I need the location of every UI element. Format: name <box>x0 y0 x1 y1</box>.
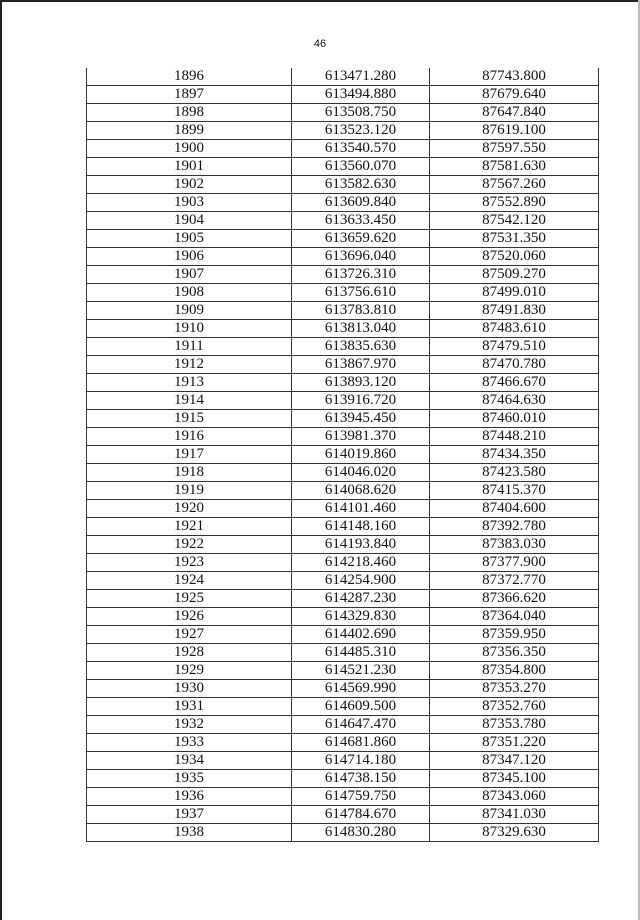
table-row <box>87 626 599 644</box>
x-coordinate-cell: 614759.750 <box>292 788 430 806</box>
scan-border-left <box>0 0 2 920</box>
y-coordinate-cell: 87466.670 <box>430 374 599 392</box>
point-number-cell: 1922 <box>87 536 292 554</box>
x-coordinate-cell: 613494.880 <box>292 86 430 104</box>
point-number-cell: 1916 <box>87 428 292 446</box>
x-coordinate-cell: 613867.970 <box>292 356 430 374</box>
x-coordinate-cell: 614830.280 <box>292 824 430 842</box>
y-coordinate-cell: 87434.350 <box>430 446 599 464</box>
table-row <box>87 104 599 122</box>
table-row <box>87 554 599 572</box>
table-row <box>87 500 599 518</box>
point-number-cell: 1925 <box>87 590 292 608</box>
y-coordinate-cell: 87347.120 <box>430 752 599 770</box>
table-row <box>87 230 599 248</box>
point-number-cell: 1934 <box>87 752 292 770</box>
x-coordinate-cell: 613659.620 <box>292 230 430 248</box>
y-coordinate-cell: 87460.010 <box>430 410 599 428</box>
point-number-cell: 1926 <box>87 608 292 626</box>
x-coordinate-cell: 613471.280 <box>292 68 430 86</box>
x-coordinate-cell: 614193.840 <box>292 536 430 554</box>
table-row <box>87 788 599 806</box>
table-row <box>87 338 599 356</box>
y-coordinate-cell: 87372.770 <box>430 572 599 590</box>
y-coordinate-cell: 87743.800 <box>430 68 599 86</box>
point-number-cell: 1917 <box>87 446 292 464</box>
y-coordinate-cell: 87619.100 <box>430 122 599 140</box>
table-row <box>87 86 599 104</box>
y-coordinate-cell: 87520.060 <box>430 248 599 266</box>
x-coordinate-cell: 614402.690 <box>292 626 430 644</box>
table-row <box>87 644 599 662</box>
table-row <box>87 518 599 536</box>
point-number-cell: 1933 <box>87 734 292 752</box>
y-coordinate-cell: 87509.270 <box>430 266 599 284</box>
point-number-cell: 1903 <box>87 194 292 212</box>
table-row <box>87 266 599 284</box>
x-coordinate-cell: 614254.900 <box>292 572 430 590</box>
x-coordinate-cell: 614101.460 <box>292 500 430 518</box>
table-row <box>87 770 599 788</box>
point-number-cell: 1928 <box>87 644 292 662</box>
x-coordinate-cell: 614046.020 <box>292 464 430 482</box>
x-coordinate-cell: 613540.570 <box>292 140 430 158</box>
x-coordinate-cell: 614068.620 <box>292 482 430 500</box>
x-coordinate-cell: 613508.750 <box>292 104 430 122</box>
y-coordinate-cell: 87352.760 <box>430 698 599 716</box>
y-coordinate-cell: 87353.780 <box>430 716 599 734</box>
point-number-cell: 1924 <box>87 572 292 590</box>
x-coordinate-cell: 613835.630 <box>292 338 430 356</box>
point-number-cell: 1915 <box>87 410 292 428</box>
point-number-cell: 1897 <box>87 86 292 104</box>
point-number-cell: 1921 <box>87 518 292 536</box>
table-row <box>87 320 599 338</box>
point-number-cell: 1906 <box>87 248 292 266</box>
y-coordinate-cell: 87499.010 <box>430 284 599 302</box>
y-coordinate-cell: 87448.210 <box>430 428 599 446</box>
x-coordinate-cell: 613893.120 <box>292 374 430 392</box>
point-number-cell: 1927 <box>87 626 292 644</box>
y-coordinate-cell: 87354.800 <box>430 662 599 680</box>
table-row <box>87 446 599 464</box>
table-row <box>87 284 599 302</box>
point-number-cell: 1932 <box>87 716 292 734</box>
table-row <box>87 428 599 446</box>
point-number-cell: 1905 <box>87 230 292 248</box>
x-coordinate-cell: 614647.470 <box>292 716 430 734</box>
point-number-cell: 1898 <box>87 104 292 122</box>
point-number-cell: 1935 <box>87 770 292 788</box>
x-coordinate-cell: 613756.610 <box>292 284 430 302</box>
x-coordinate-cell: 614609.500 <box>292 698 430 716</box>
y-coordinate-cell: 87483.610 <box>430 320 599 338</box>
table-row <box>87 590 599 608</box>
table-row <box>87 734 599 752</box>
x-coordinate-cell: 614738.150 <box>292 770 430 788</box>
y-coordinate-cell: 87552.890 <box>430 194 599 212</box>
coordinates-table-body <box>87 68 599 842</box>
table-row <box>87 68 599 86</box>
x-coordinate-cell: 614714.180 <box>292 752 430 770</box>
x-coordinate-cell: 613916.720 <box>292 392 430 410</box>
point-number-cell: 1938 <box>87 824 292 842</box>
table-row <box>87 140 599 158</box>
table-row <box>87 356 599 374</box>
table-row <box>87 176 599 194</box>
y-coordinate-cell: 87479.510 <box>430 338 599 356</box>
y-coordinate-cell: 87345.100 <box>430 770 599 788</box>
point-number-cell: 1930 <box>87 680 292 698</box>
y-coordinate-cell: 87364.040 <box>430 608 599 626</box>
x-coordinate-cell: 613981.370 <box>292 428 430 446</box>
page-number: 46 <box>313 38 327 50</box>
x-coordinate-cell: 614521.230 <box>292 662 430 680</box>
table-row <box>87 806 599 824</box>
y-coordinate-cell: 87404.600 <box>430 500 599 518</box>
y-coordinate-cell: 87679.640 <box>430 86 599 104</box>
table-row <box>87 374 599 392</box>
table-row <box>87 194 599 212</box>
point-number-cell: 1937 <box>87 806 292 824</box>
x-coordinate-cell: 613633.450 <box>292 212 430 230</box>
x-coordinate-cell: 613609.840 <box>292 194 430 212</box>
point-number-cell: 1914 <box>87 392 292 410</box>
y-coordinate-cell: 87377.900 <box>430 554 599 572</box>
point-number-cell: 1908 <box>87 284 292 302</box>
y-coordinate-cell: 87356.350 <box>430 644 599 662</box>
y-coordinate-cell: 87531.350 <box>430 230 599 248</box>
point-number-cell: 1912 <box>87 356 292 374</box>
x-coordinate-cell: 614681.860 <box>292 734 430 752</box>
table-row <box>87 248 599 266</box>
table-row <box>87 698 599 716</box>
x-coordinate-cell: 613696.040 <box>292 248 430 266</box>
y-coordinate-cell: 87423.580 <box>430 464 599 482</box>
table-row <box>87 662 599 680</box>
point-number-cell: 1899 <box>87 122 292 140</box>
y-coordinate-cell: 87383.030 <box>430 536 599 554</box>
x-coordinate-cell: 614485.310 <box>292 644 430 662</box>
x-coordinate-cell: 614019.860 <box>292 446 430 464</box>
table-row <box>87 482 599 500</box>
point-number-cell: 1904 <box>87 212 292 230</box>
y-coordinate-cell: 87542.120 <box>430 212 599 230</box>
point-number-cell: 1918 <box>87 464 292 482</box>
x-coordinate-cell: 614784.670 <box>292 806 430 824</box>
point-number-cell: 1923 <box>87 554 292 572</box>
y-coordinate-cell: 87392.780 <box>430 518 599 536</box>
point-number-cell: 1907 <box>87 266 292 284</box>
y-coordinate-cell: 87415.370 <box>430 482 599 500</box>
y-coordinate-cell: 87567.260 <box>430 176 599 194</box>
table-row <box>87 464 599 482</box>
x-coordinate-cell: 614218.460 <box>292 554 430 572</box>
scan-border-top <box>0 0 640 2</box>
point-number-cell: 1913 <box>87 374 292 392</box>
x-coordinate-cell: 613523.120 <box>292 122 430 140</box>
point-number-cell: 1909 <box>87 302 292 320</box>
y-coordinate-cell: 87647.840 <box>430 104 599 122</box>
table-row <box>87 572 599 590</box>
x-coordinate-cell: 614287.230 <box>292 590 430 608</box>
table-row <box>87 752 599 770</box>
y-coordinate-cell: 87353.270 <box>430 680 599 698</box>
coordinates-table <box>86 68 599 842</box>
point-number-cell: 1910 <box>87 320 292 338</box>
y-coordinate-cell: 87341.030 <box>430 806 599 824</box>
x-coordinate-cell: 613726.310 <box>292 266 430 284</box>
point-number-cell: 1936 <box>87 788 292 806</box>
y-coordinate-cell: 87491.830 <box>430 302 599 320</box>
point-number-cell: 1896 <box>87 68 292 86</box>
point-number-cell: 1919 <box>87 482 292 500</box>
table-row <box>87 392 599 410</box>
x-coordinate-cell: 613783.810 <box>292 302 430 320</box>
x-coordinate-cell: 614329.830 <box>292 608 430 626</box>
x-coordinate-cell: 613945.450 <box>292 410 430 428</box>
table-row <box>87 158 599 176</box>
table-row <box>87 212 599 230</box>
point-number-cell: 1931 <box>87 698 292 716</box>
point-number-cell: 1901 <box>87 158 292 176</box>
x-coordinate-cell: 614148.160 <box>292 518 430 536</box>
x-coordinate-cell: 613560.070 <box>292 158 430 176</box>
table-row <box>87 716 599 734</box>
table-row <box>87 608 599 626</box>
table-row <box>87 824 599 842</box>
point-number-cell: 1911 <box>87 338 292 356</box>
x-coordinate-cell: 613582.630 <box>292 176 430 194</box>
y-coordinate-cell: 87581.630 <box>430 158 599 176</box>
table-row <box>87 410 599 428</box>
point-number-cell: 1929 <box>87 662 292 680</box>
y-coordinate-cell: 87597.550 <box>430 140 599 158</box>
x-coordinate-cell: 614569.990 <box>292 680 430 698</box>
y-coordinate-cell: 87329.630 <box>430 824 599 842</box>
x-coordinate-cell: 613813.040 <box>292 320 430 338</box>
y-coordinate-cell: 87359.950 <box>430 626 599 644</box>
y-coordinate-cell: 87464.630 <box>430 392 599 410</box>
y-coordinate-cell: 87470.780 <box>430 356 599 374</box>
point-number-cell: 1900 <box>87 140 292 158</box>
y-coordinate-cell: 87351.220 <box>430 734 599 752</box>
table-row <box>87 680 599 698</box>
y-coordinate-cell: 87343.060 <box>430 788 599 806</box>
point-number-cell: 1902 <box>87 176 292 194</box>
table-row <box>87 302 599 320</box>
y-coordinate-cell: 87366.620 <box>430 590 599 608</box>
table-row <box>87 122 599 140</box>
table-row <box>87 536 599 554</box>
point-number-cell: 1920 <box>87 500 292 518</box>
